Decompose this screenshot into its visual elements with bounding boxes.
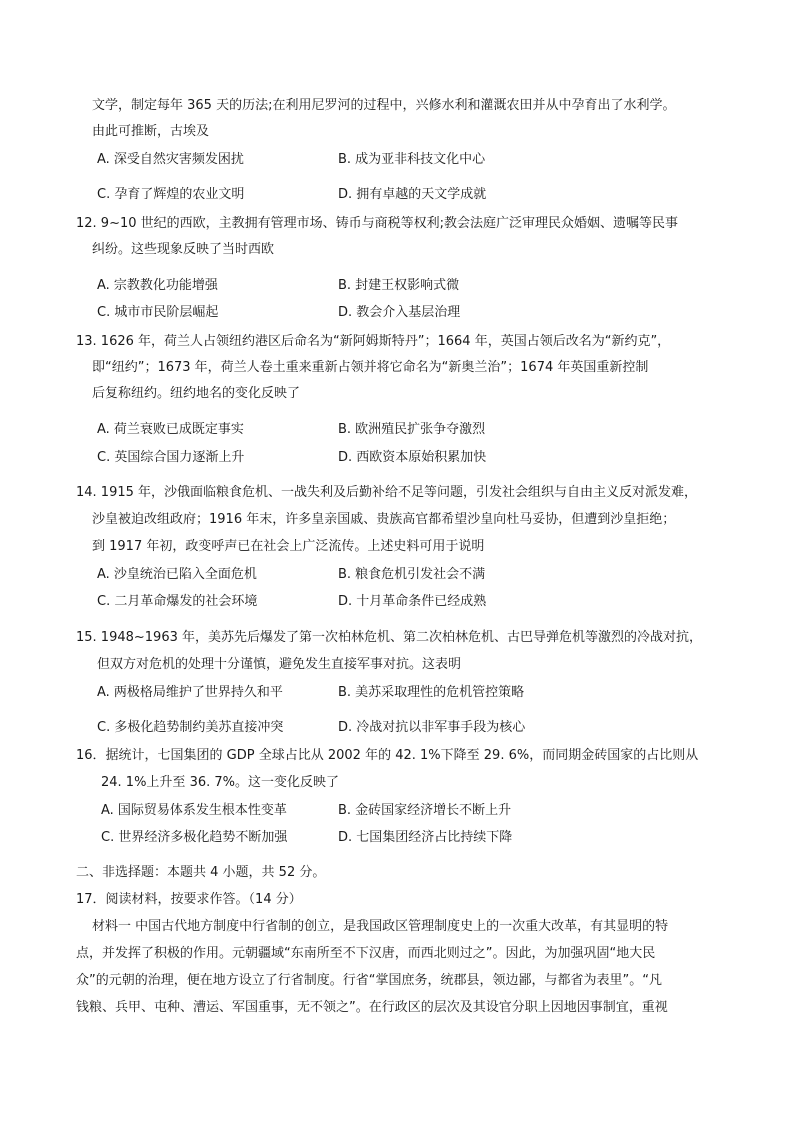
q16-option-c: C. 世界经济多极化趋势不断加强 <box>101 830 288 845</box>
q15-text-line-1: 15. 1948~1963 年，美苏先后爆发了第一次柏林危机、第二次柏林危机、古巴导弹危机等激烈的冷战对抗， <box>76 630 703 645</box>
q12-text-line-1: 12. 9~10 世纪的西欧，主教拥有管理市场、铸币与商税等权利;教会法庭广泛审理民众婚姻、遗嘱等民事 <box>76 216 679 231</box>
material-paragraph-line-4: 钱粮、兵甲、屯种、漕运、军国重事，无不领之”。在行政区的层次及其设官分职上因地因事制宜，重视 <box>76 1000 668 1015</box>
q12-option-b: B. 封建王权影响式微 <box>338 278 460 293</box>
q13-option-d: D. 西欧资本原始积累加快 <box>338 450 487 465</box>
q14-text-line-3: 到 1917 年初，政变呼声已在社会上广泛流传。上述史料可用于说明 <box>92 539 485 554</box>
q13-text-line-2: 即“纽约”；1673 年，荷兰人卷土重来重新占领并将它命名为“新奥兰治”；1674 年英国重新控制 <box>92 360 649 375</box>
q11-text-line-1: 文学，制定每年 365 天的历法;在利用尼罗河的过程中，兴修水利和灌溉农田并从中孕育出了水利学。 <box>92 98 676 113</box>
q15-option-c: C. 多极化趋势制约美苏直接冲突 <box>97 720 284 735</box>
q16-option-b: B. 金砖国家经济增长不断上升 <box>338 803 512 818</box>
q13-text-line-1: 13. 1626 年，荷兰人占领纽约港区后命名为“新阿姆斯特丹”；1664 年，英国占领后改名为“新约克”， <box>76 334 671 349</box>
q13-option-c: C. 英国综合国力逐渐上升 <box>97 450 245 465</box>
material-paragraph-line-2: 点，并发挥了积极的作用。元朝疆域“东南所至不下汉唐，而西北则过之”。因此，为加强巩固“地大民 <box>76 946 656 961</box>
material-paragraph-line-3: 众”的元朝的治理，便在地方设立了行省制度。行省“掌国庶务，统郡县，领边鄙，与都省为表里”。“凡 <box>76 973 662 988</box>
q16-option-a: A. 国际贸易体系发生根本性变革 <box>101 803 287 818</box>
q13-option-b: B. 欧洲殖民扩张争夺激烈 <box>338 422 486 437</box>
q14-option-c: C. 二月革命爆发的社会环境 <box>97 594 258 609</box>
q14-option-b: B. 粮食危机引发社会不满 <box>338 567 486 582</box>
q15-option-b: B. 美苏采取理性的危机管控策略 <box>338 685 525 700</box>
q14-text-line-2: 沙皇被迫改组政府；1916 年末，许多皇亲国戚、贵族高官都希望沙皇向杜马妥协，但遭到沙皇拒绝； <box>92 512 676 527</box>
q16-option-d: D. 七国集团经济占比持续下降 <box>338 830 513 845</box>
q11-option-a: A. 深受自然灾害频发困扰 <box>97 152 244 167</box>
material-paragraph-line-1: 材料一 中国古代地方制度中行省制的创立，是我国政区管理制度史上的一次重大改革，有其显明的特 <box>92 919 669 934</box>
q15-option-a: A. 两极格局维护了世界持久和平 <box>97 685 283 700</box>
q14-text-line-1: 14. 1915 年，沙俄面临粮食危机、一战失利及后勤补给不足等问题，引发社会组织与自由主义反对派发难， <box>76 485 698 500</box>
q13-text-line-3: 后复称纽约。纽约地名的变化反映了 <box>92 386 301 401</box>
q12-text-line-2: 纠纷。这些现象反映了当时西欧 <box>92 242 275 257</box>
q16-text-line-1: 16．据统计，七国集团的 GDP 全球占比从 2002 年的 42. 1%下降至 29. 6%，而同期金砖国家的占比则从 <box>76 748 699 763</box>
q11-option-c: C. 孕育了辉煌的农业文明 <box>97 187 245 202</box>
q15-text-line-2: 但双方对危机的处理十分谨慎，避免发生直接军事对抗。这表明 <box>97 657 462 672</box>
q15-option-d: D. 冷战对抗以非军事手段为核心 <box>338 720 526 735</box>
q12-option-c: C. 城市市民阶层崛起 <box>97 305 219 320</box>
section-heading: 二、非选择题：本题共 4 小题，共 52 分。 <box>76 865 326 880</box>
q11-text-line-2: 由此可推断，古埃及 <box>92 124 210 139</box>
q14-option-d: D. 十月革命条件已经成熟 <box>338 594 487 609</box>
q17-title: 17．阅读材料，按要求作答。（14 分） <box>76 892 302 907</box>
q12-option-d: D. 教会介入基层治理 <box>338 305 461 320</box>
q11-option-b: B. 成为亚非科技文化中心 <box>338 152 486 167</box>
q13-option-a: A. 荷兰衰败已成既定事实 <box>97 422 244 437</box>
q12-option-a: A. 宗教教化功能增强 <box>97 278 218 293</box>
q11-option-d: D. 拥有卓越的天文学成就 <box>338 187 487 202</box>
q16-text-line-2: 24. 1%上升至 36. 7%。这一变化反映了 <box>101 775 339 790</box>
q14-option-a: A. 沙皇统治已陷入全面危机 <box>97 567 257 582</box>
